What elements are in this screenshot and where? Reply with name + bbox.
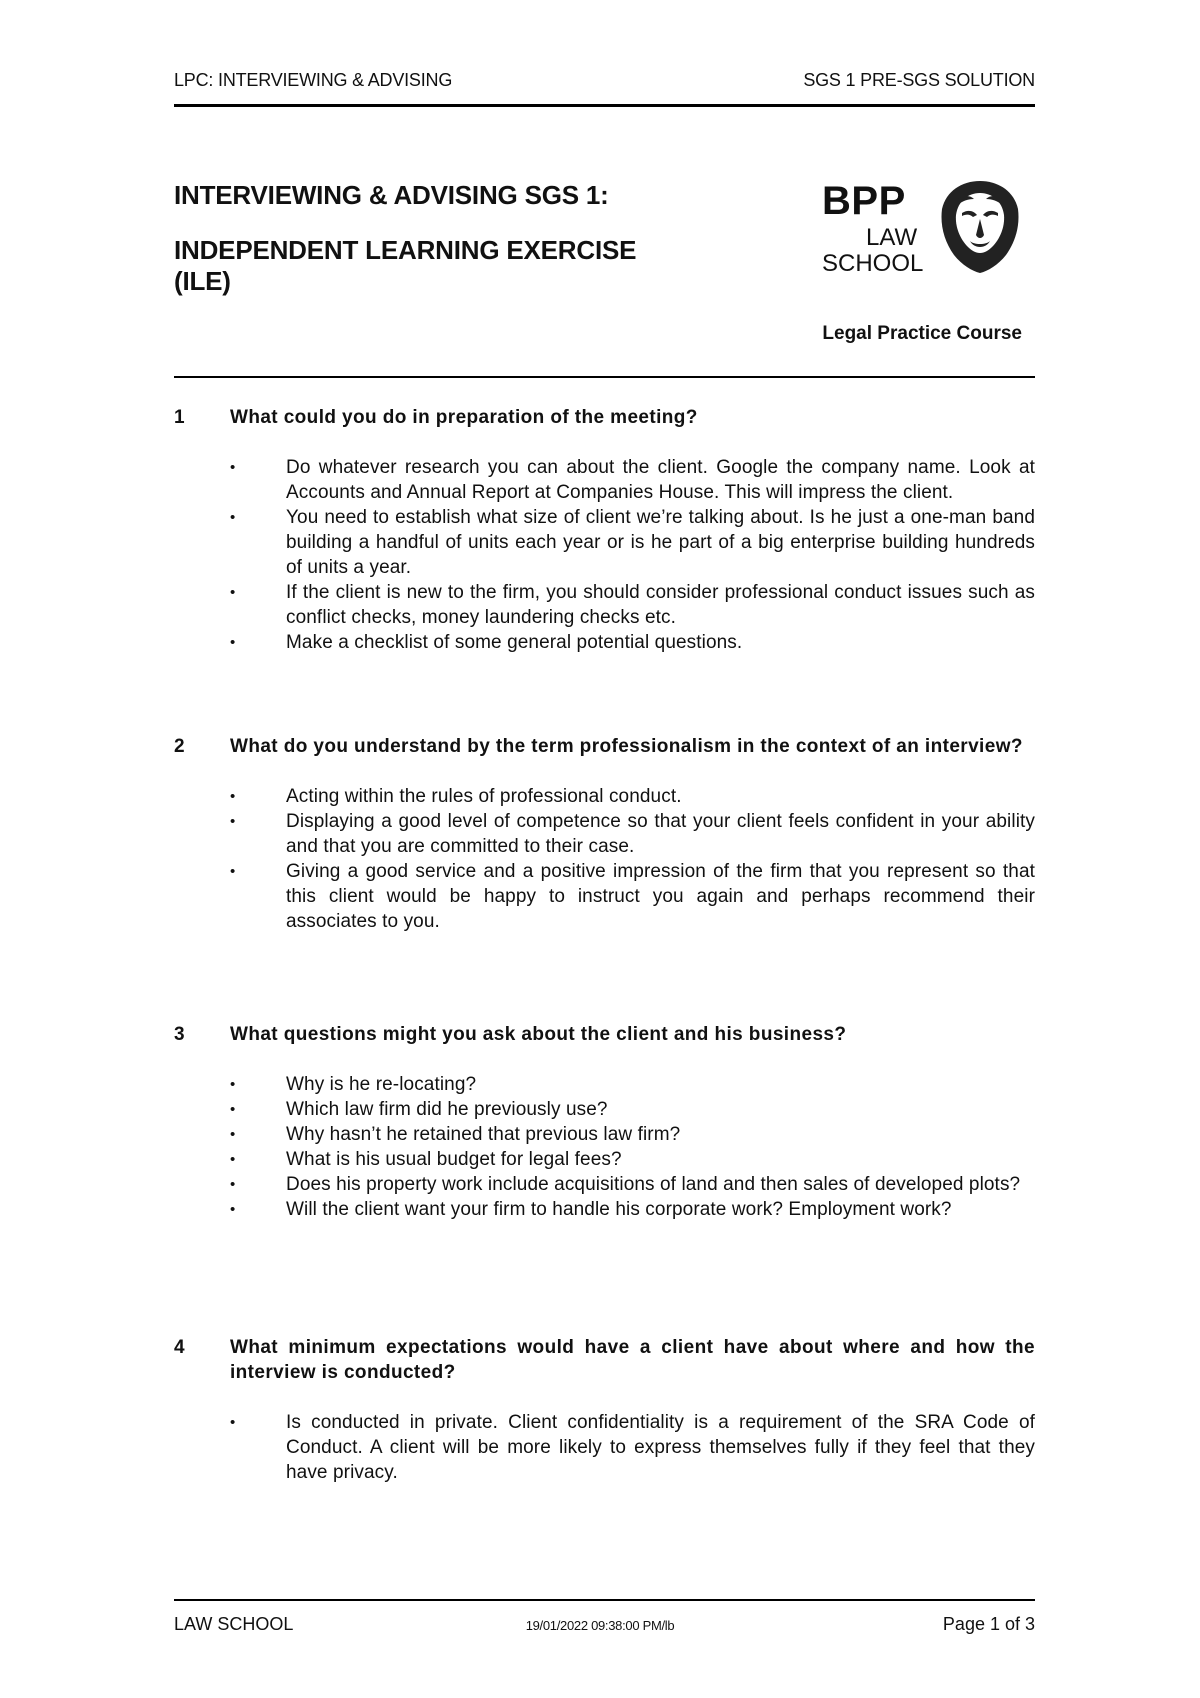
course-name: Legal Practice Course [822, 323, 1022, 344]
question-text: What do you understand by the term professionalism in the context of an interview? [230, 736, 1023, 757]
question-text: What could you do in preparation of the meeting? [230, 407, 698, 428]
bullet-icon: • [230, 1176, 236, 1193]
title-line-2: INDEPENDENT LEARNING EXERCISE [174, 235, 637, 265]
page-number: Page 1 of 3 [942, 1614, 1035, 1634]
bullet-icon: • [230, 1414, 236, 1431]
answer-text: If the client is new to the firm, you should consider professional conduct issues such as conflict checks, money laundering checks etc. [286, 582, 1035, 628]
answer-text: Which law firm did he previously use? [286, 1099, 608, 1120]
answer-item [174, 580, 1035, 630]
answer-item [174, 505, 1035, 580]
answer-item [174, 1147, 1035, 1172]
question-number: 2 [174, 736, 185, 757]
answer-text: Why is he re-locating? [286, 1074, 477, 1095]
answer-text: Acting within the rules of professional conduct. [286, 786, 682, 807]
question-number: 3 [174, 1024, 185, 1045]
footer-rule [174, 1599, 1035, 1601]
question-text: What minimum expectations would have a client have about where and how the interview is conducted? [230, 1337, 1035, 1383]
bullet-icon: • [230, 634, 236, 651]
title-rule [174, 376, 1035, 378]
question-2 [174, 734, 1035, 934]
answer-text: Giving a good service and a positive impression of the firm that you represent so that this client would be happy to instruct you again and perhaps recommend their associates to you. [286, 861, 1035, 932]
answer-item [174, 1172, 1035, 1197]
answer-text: Does his property work include acquisitions of land and then sales of developed plots? [286, 1174, 1021, 1195]
answer-item [174, 784, 1035, 809]
header-right-text: SGS 1 PRE-SGS SOLUTION [803, 70, 1035, 90]
answer-text: Do whatever research you can about the client. Google the company name. Look at Accounts and Annual Report at Companies House. This will impress the client. [286, 457, 1035, 503]
header-rule [174, 104, 1035, 107]
question-text: What questions might you ask about the client and his business? [230, 1024, 847, 1045]
answer-text: What is his usual budget for legal fees? [286, 1149, 622, 1170]
answer-list [174, 1410, 1035, 1485]
answer-list [174, 784, 1035, 934]
answer-text: Displaying a good level of competence so that your client feels confident in your ability and that you are committed to their case. [286, 811, 1035, 857]
answer-item [174, 1072, 1035, 1097]
bullet-icon: • [230, 459, 236, 476]
question-number: 4 [174, 1337, 185, 1358]
answer-item [174, 1097, 1035, 1122]
bullet-icon: • [230, 788, 236, 805]
logo-law-text: LAW [866, 224, 918, 251]
question-3 [174, 1022, 1035, 1222]
answer-text: Why hasn’t he retained that previous law firm? [286, 1124, 681, 1145]
answer-text: You need to establish what size of client we’re talking about. Is he just a one-man band building a handful of units each year or is he part of a big enterprise building hundreds of units a year. [286, 507, 1035, 578]
lion-head-icon [940, 179, 1020, 275]
title-line-1: INTERVIEWING & ADVISING SGS 1: [174, 180, 609, 210]
footer-timestamp: 19/01/2022 09:38:00 PM/lb [525, 1618, 675, 1633]
answer-text: Make a checklist of some general potential questions. [286, 632, 743, 653]
bullet-icon: • [230, 1126, 236, 1143]
bpp-law-school-logo [820, 179, 1020, 283]
document-title [174, 180, 734, 297]
question-1 [174, 405, 1035, 655]
bullet-icon: • [230, 1151, 236, 1168]
bullet-icon: • [230, 509, 236, 526]
answer-text: Is conducted in private. Client confidentiality is a requirement of the SRA Code of Conduct. A client will be more likely to express themselves fully if they feel that they have privacy. [286, 1412, 1035, 1483]
question-number: 1 [174, 407, 185, 428]
bullet-icon: • [230, 813, 236, 830]
title-line-3: (ILE) [174, 266, 231, 296]
answer-list [174, 455, 1035, 655]
question-4 [174, 1335, 1035, 1485]
running-header [174, 70, 1035, 91]
bullet-icon: • [230, 863, 236, 880]
logo-bpp-text: BPP [822, 179, 906, 223]
answer-item [174, 859, 1035, 934]
answer-item [174, 1197, 1035, 1222]
footer-left-text: LAW SCHOOL [174, 1614, 294, 1634]
header-left-text: LPC: INTERVIEWING & ADVISING [174, 70, 453, 90]
answer-item [174, 1410, 1035, 1485]
logo-school-text: SCHOOL [822, 250, 924, 277]
bullet-icon: • [230, 1101, 236, 1118]
bullet-icon: • [230, 584, 236, 601]
answer-item [174, 455, 1035, 505]
answer-item [174, 1122, 1035, 1147]
bullet-icon: • [230, 1076, 236, 1093]
bullet-icon: • [230, 1201, 236, 1218]
answer-text: Will the client want your firm to handle his corporate work? Employment work? [286, 1199, 952, 1220]
answer-list [174, 1072, 1035, 1222]
answer-item [174, 630, 1035, 655]
answer-item [174, 809, 1035, 859]
